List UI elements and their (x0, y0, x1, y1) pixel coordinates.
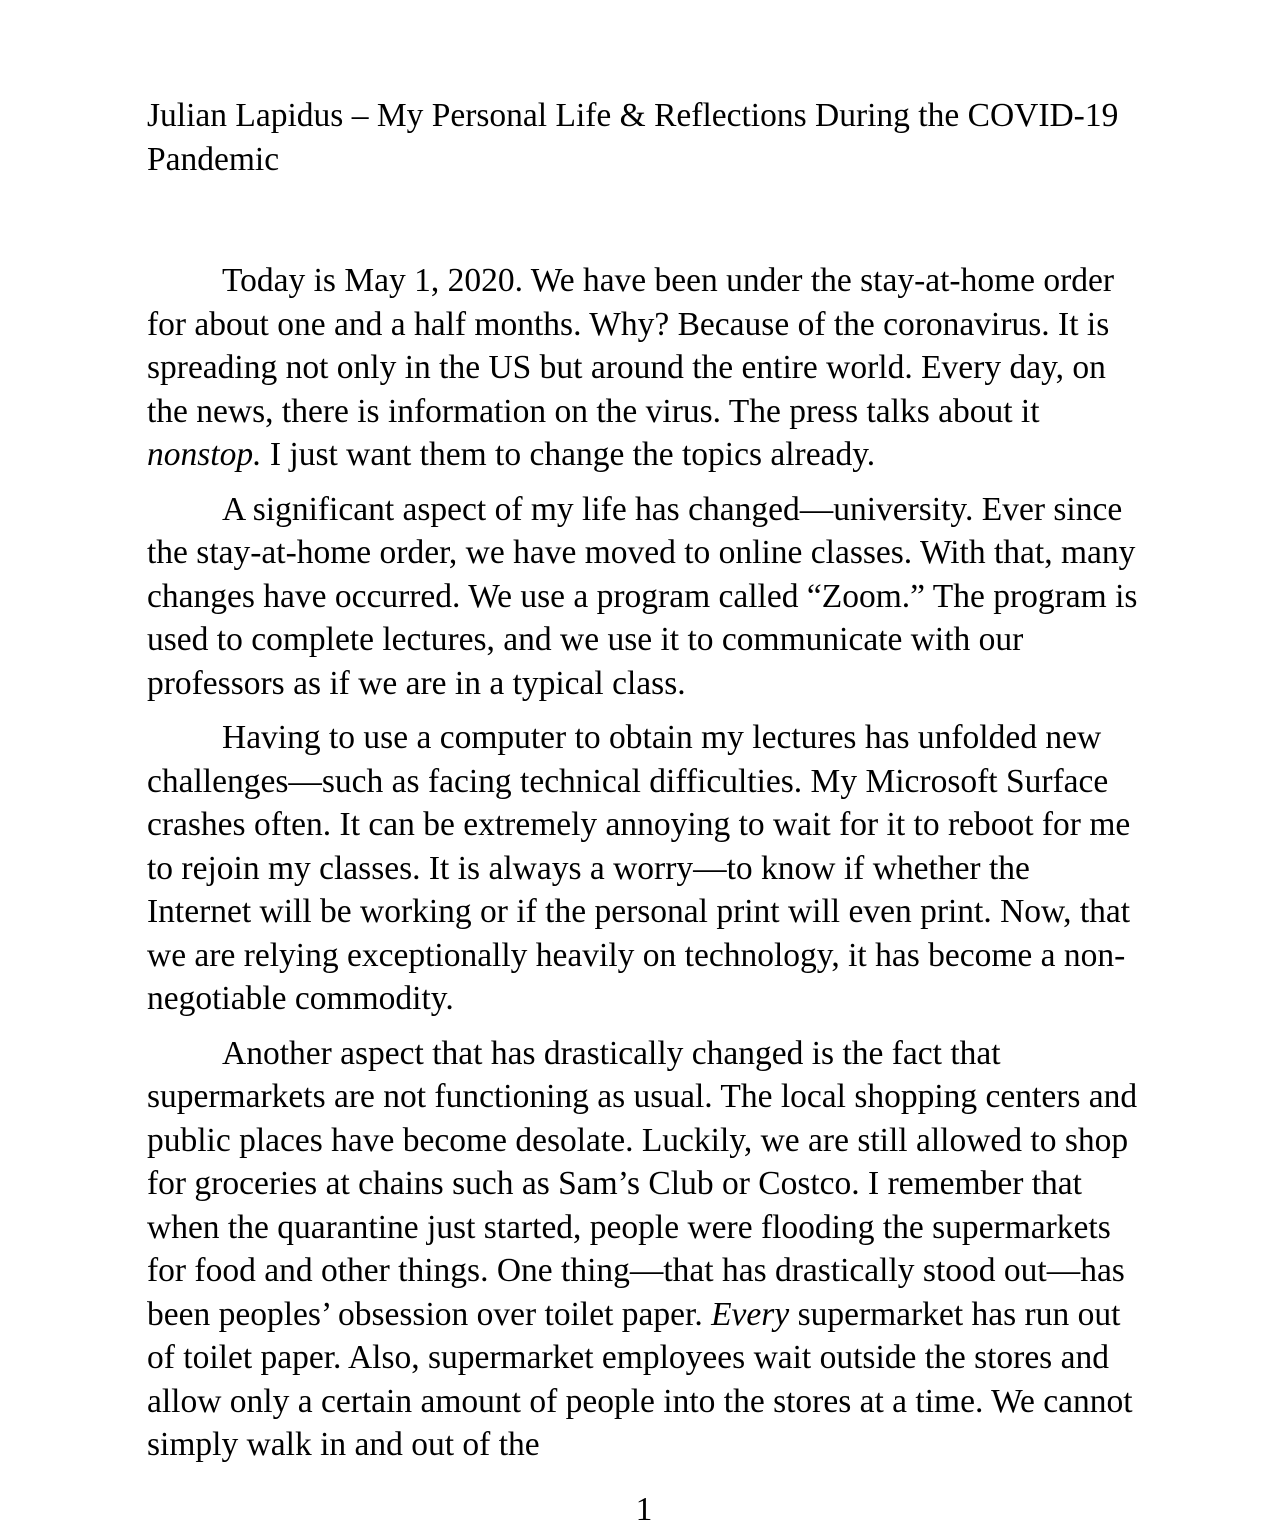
italic-text-run: nonstop. (147, 436, 262, 473)
text-run: supermarket has run out of toilet paper. Also, supermarket employees wait outside the stores and allow only a certain amount of people into the stores at a time. We cannot simply walk in and out of the (147, 1295, 1133, 1463)
document-title: Julian Lapidus – My Personal Life & Reflections During the COVID-19 Pandemic (147, 97, 1119, 178)
text-run: Another aspect that has drastically changed is the fact that supermarkets are not functioning as usual. The local shopping centers and public places have become desolate. Luckily, we are still allowed to shop for groceries at chains such as Sam’s Club or Costco. I remember that when the quarantine just started, people were flooding the supermarkets for food and other things. One thing—that has drastically stood out—has been peoples’ obsession over toilet paper. (147, 1034, 1138, 1333)
paragraph (147, 716, 1141, 1021)
text-run: I just want them to change the topics already. (261, 436, 876, 473)
paragraph (147, 259, 1141, 477)
text-run: Today is May 1, 2020. We have been under the stay-at-home order for about one and a half months. Why? Because of the coronavirus. It is spreading not only in the US but around the entire world. Every day, on the news, there is information on the virus. The press talks about it (147, 262, 1115, 430)
text-run: Having to use a computer to obtain my lectures has unfolded new challenges—such as facing technical difficulties. My Microsoft Surface crashes often. It can be extremely annoying to wait for it to reboot for me to rejoin my classes. It is always a worry—to know if whether the Internet will be working or if the personal print will even print. Now, that we are relying exceptionally heavily on technology, it has become a non-negotiable commodity. (147, 719, 1131, 1017)
paragraph (147, 1032, 1141, 1467)
paragraph (147, 488, 1141, 706)
page-number: 1 (635, 1491, 653, 1528)
text-run: A significant aspect of my life has changed—university. Ever since the stay-at-home order, we have moved to online classes. With that, many changes have occurred. We use a program called “Zoom.” The program is used to complete lectures, and we use it to communicate with our professors as if we are in a typical class. (147, 490, 1138, 702)
document-body (147, 259, 1141, 1467)
italic-text-run: Every (711, 1295, 790, 1333)
